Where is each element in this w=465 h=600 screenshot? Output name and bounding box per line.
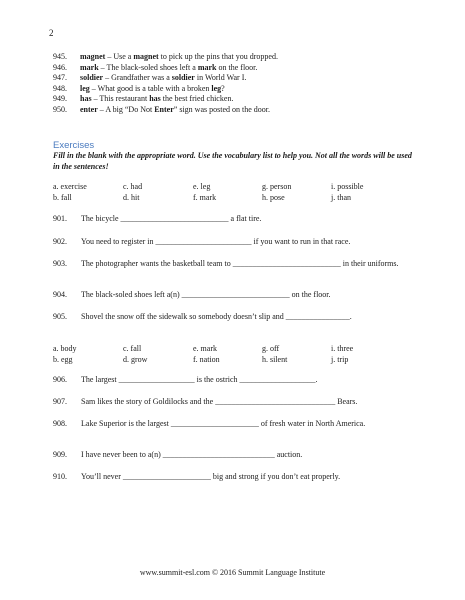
question-number: 910.: [53, 472, 67, 481]
vocab-word: mark: [80, 62, 99, 72]
option: c. had: [123, 182, 143, 191]
vocab-word: soldier: [80, 73, 104, 83]
option: g. off: [262, 344, 280, 353]
option: f. mark: [193, 193, 217, 202]
option: e. mark: [193, 344, 217, 353]
vocab-word-bold: has: [149, 94, 161, 104]
vocab-word-bold: mark: [197, 62, 217, 72]
vocab-text: – The black-soled shoes left a: [98, 62, 198, 72]
question-text: Shovel the snow off the sidewalk so somebody doesn’t slip and ________________.: [81, 312, 352, 321]
option: b. egg: [53, 355, 73, 364]
option: j. trip: [331, 355, 349, 364]
option: f. nation: [193, 355, 220, 364]
question-number: 902.: [53, 237, 67, 246]
vocab-word: leg: [80, 83, 90, 93]
vocab-word-bold: magnet: [133, 52, 159, 61]
vocab-item: [53, 94, 278, 105]
question-text: You’ll never ______________________ big and strong if you don’t eat properly.: [81, 472, 341, 481]
option: e. leg: [193, 182, 211, 191]
vocab-item: [53, 63, 278, 74]
vocab-word-bold: leg: [211, 83, 222, 93]
option: h. silent: [262, 355, 288, 364]
question: [53, 450, 401, 461]
question: [53, 214, 401, 225]
question-text: The largest ___________________ is the ostrich ___________________.: [81, 375, 318, 384]
vocab-word-bold: Enter: [154, 104, 174, 114]
option: h. pose: [262, 193, 285, 202]
vocab-text: – This restaurant: [91, 94, 150, 104]
vocab-number: 950.: [53, 104, 67, 114]
vocab-item: [53, 73, 278, 84]
option: i. three: [331, 344, 354, 353]
option: d. grow: [123, 355, 148, 364]
question-text: The photographer wants the basketball team to ___________________________ in their uniforms.: [81, 259, 399, 268]
option: a. exercise: [53, 182, 87, 191]
question: [53, 312, 401, 323]
vocab-word: enter: [80, 104, 98, 114]
question-number: 906.: [53, 375, 67, 384]
vocab-text: to pick up the pins that you dropped.: [158, 52, 278, 61]
vocab-text: – A big “Do Not: [97, 104, 155, 114]
vocab-number: 947.: [53, 73, 67, 83]
exercises-heading: Exercises: [53, 140, 95, 151]
question-text: The black-soled shoes left a(n) ___________________________ on the floor.: [81, 290, 331, 299]
option: b. fall: [53, 193, 72, 202]
question-number: 901.: [53, 214, 67, 223]
vocab-text: on the floor.: [216, 62, 258, 72]
instructions: Fill in the blank with the appropriate word. Use the vocabulary list to help you. Not all the words will be used in the sentences!: [53, 151, 412, 171]
question: [53, 419, 401, 430]
option: d. hit: [123, 193, 140, 202]
vocab-text: – What good is a table with a broken: [89, 83, 212, 93]
vocab-word: has: [80, 94, 92, 104]
vocab-number: 945.: [53, 52, 67, 61]
question: [53, 375, 401, 386]
question-text: The bicycle ___________________________ a flat tire.: [81, 214, 262, 223]
option: g. person: [262, 182, 292, 191]
vocab-item: [53, 52, 278, 63]
vocab-text: in World War I.: [194, 73, 247, 83]
vocab-text: ” sign was posted on the door.: [173, 104, 270, 114]
page-number: 2: [49, 28, 54, 38]
question-text: Lake Superior is the largest ______________________ of fresh water in North America.: [81, 419, 366, 428]
vocab-word: magnet: [80, 52, 106, 61]
question-text: I have never been to a(n) ____________________________ auction.: [81, 450, 303, 459]
option: c. fall: [123, 344, 142, 353]
question-number: 904.: [53, 290, 67, 299]
question: [53, 397, 401, 408]
option: j. than: [331, 193, 351, 202]
option: i. possible: [331, 182, 364, 191]
vocab-number: 946.: [53, 62, 67, 72]
vocab-text: – Grandfather was a: [103, 73, 172, 83]
question: [53, 472, 401, 483]
question: [53, 290, 401, 301]
vocab-number: 949.: [53, 94, 67, 104]
question-number: 903.: [53, 259, 67, 268]
question-text: You need to register in ________________________ if you want to run in that race.: [81, 237, 351, 246]
question-number: 907.: [53, 397, 67, 406]
vocab-text: the best fried chicken.: [160, 94, 234, 104]
question-text: Sam likes the story of Goldilocks and the ______________________________ Bears.: [81, 397, 358, 406]
vocab-text: ?: [221, 83, 225, 93]
vocab-word-bold: soldier: [171, 73, 195, 83]
vocab-item: [53, 105, 278, 116]
vocab-item: [53, 84, 278, 95]
vocab-text: – Use a: [105, 52, 134, 61]
question: [53, 259, 401, 270]
vocabulary-list: [53, 52, 278, 116]
question-number: 908.: [53, 419, 67, 428]
question-number: 905.: [53, 312, 67, 321]
page-footer: www.summit-esl.com © 2016 Summit Language Institute: [139, 568, 326, 577]
vocab-number: 948.: [53, 83, 67, 93]
question: [53, 237, 401, 248]
option: a. body: [53, 344, 77, 353]
question-number: 909.: [53, 450, 67, 459]
